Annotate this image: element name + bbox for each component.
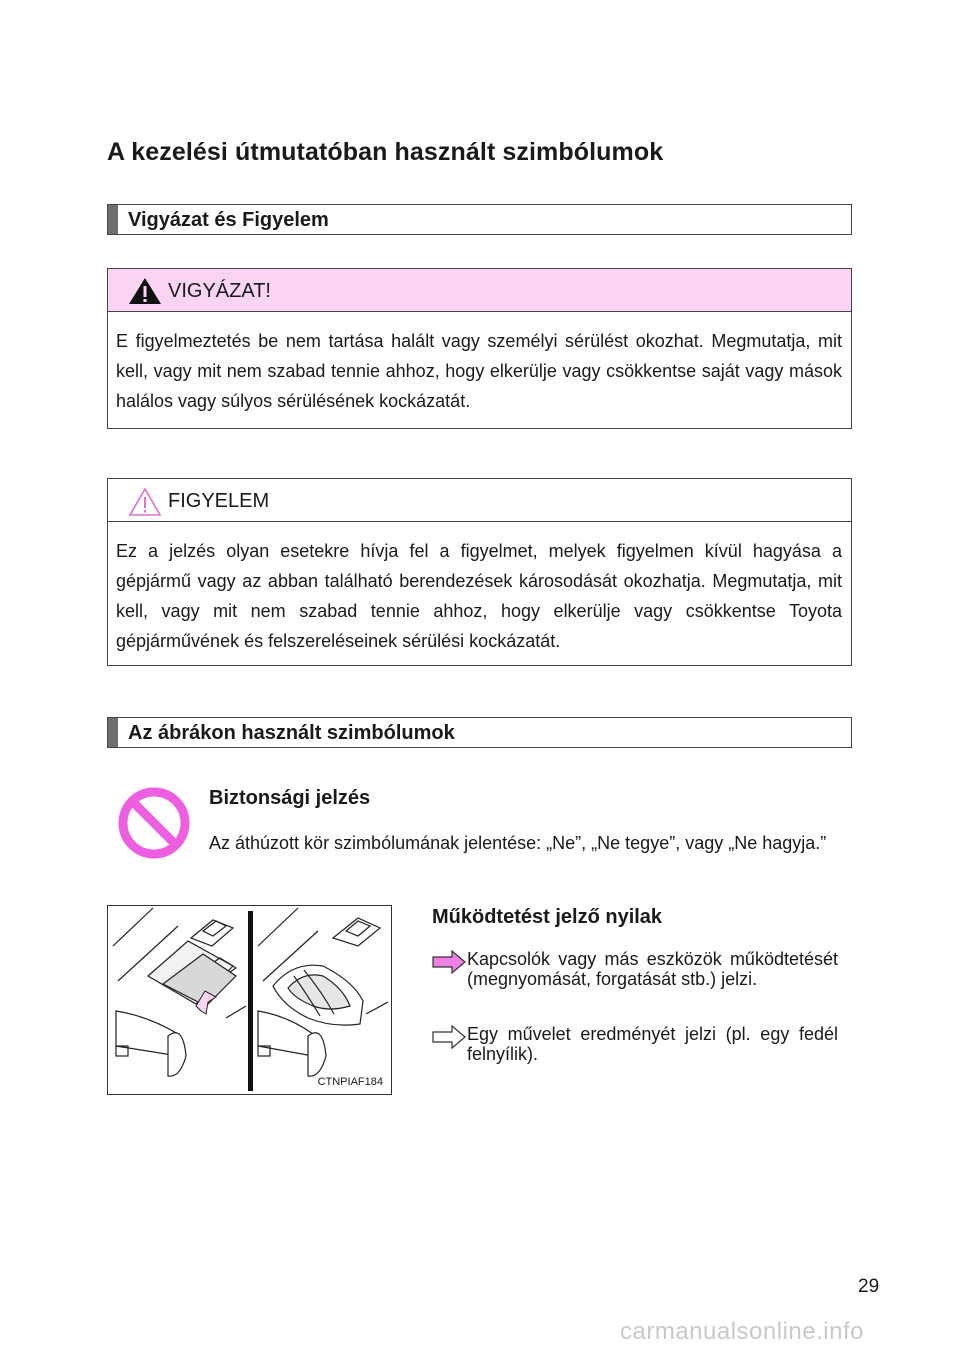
watermark: carmanualsonline.info: [620, 1318, 864, 1345]
notice-box: [107, 478, 852, 666]
illustration-figure: [107, 905, 392, 1095]
section-heading-tab: [108, 205, 118, 234]
notice-label: FIGYELEM: [168, 490, 270, 512]
arrows-title: Működtetést jelző nyilak: [432, 906, 663, 928]
page-title: A kezelési útmutatóban használt szimbólumok: [107, 138, 664, 166]
section-heading-label: Vigyázat és Figyelem: [128, 209, 329, 231]
prohibition-sign-icon: [117, 786, 191, 860]
outline-arrow-icon: [432, 1025, 466, 1049]
section-heading-symbols: [107, 717, 852, 748]
figure-code: CTNPIAF184: [317, 1076, 383, 1088]
section-heading-tab: [108, 718, 118, 747]
warning-box: [107, 268, 852, 429]
warning-triangle-filled-icon: [128, 277, 162, 305]
safety-title: Biztonsági jelzés: [209, 787, 371, 809]
safety-text: Az áthúzott kör szimbólumának jelentése: „Ne”, „Ne tegye”, vagy „Ne hagyja.”: [209, 833, 827, 853]
warning-header: [108, 269, 851, 312]
pink-arrow-icon: [432, 950, 466, 974]
warning-label: VIGYÁZAT!: [168, 280, 271, 302]
warning-triangle-outline-icon: [128, 487, 162, 517]
notice-header: [108, 479, 851, 522]
section-heading-caution: [107, 204, 852, 235]
section-heading-label: Az ábrákon használt szimbólumok: [128, 722, 455, 744]
warning-text: E figyelmeztetés be nem tartása halált vagy személyi sérülést okozhat. Megmutatja, mit kell, vagy mit nem szabad tennie ahhoz, hogy elkerülje vagy csökkentse saját vagy mások halálos vagy súlyos sérülésének kockázatát.: [116, 331, 842, 411]
arrow-item-text: Kapcsolók vagy más eszközök működtetését (megnyomását, forgatását stb.) jelzi.: [467, 949, 838, 989]
page-number: 29: [858, 1276, 880, 1297]
overhead-console-illustration: [108, 906, 392, 1095]
notice-text: Ez a jelzés olyan esetekre hívja fel a figyelmet, melyek figyelmen kívül hagyása a gépjármű vagy az abban található berendezések károsodását okozhatja. Megmutatja, mit kell, vagy mit nem szabad tennie ahhoz, hogy elkerülje vagy csökkentse Toyota gépjárművének és felszereléseinek sérülési kockázatát.: [116, 541, 842, 651]
arrow-item-text: Egy művelet eredményét jelzi (pl. egy fedél felnyílik).: [467, 1024, 838, 1064]
